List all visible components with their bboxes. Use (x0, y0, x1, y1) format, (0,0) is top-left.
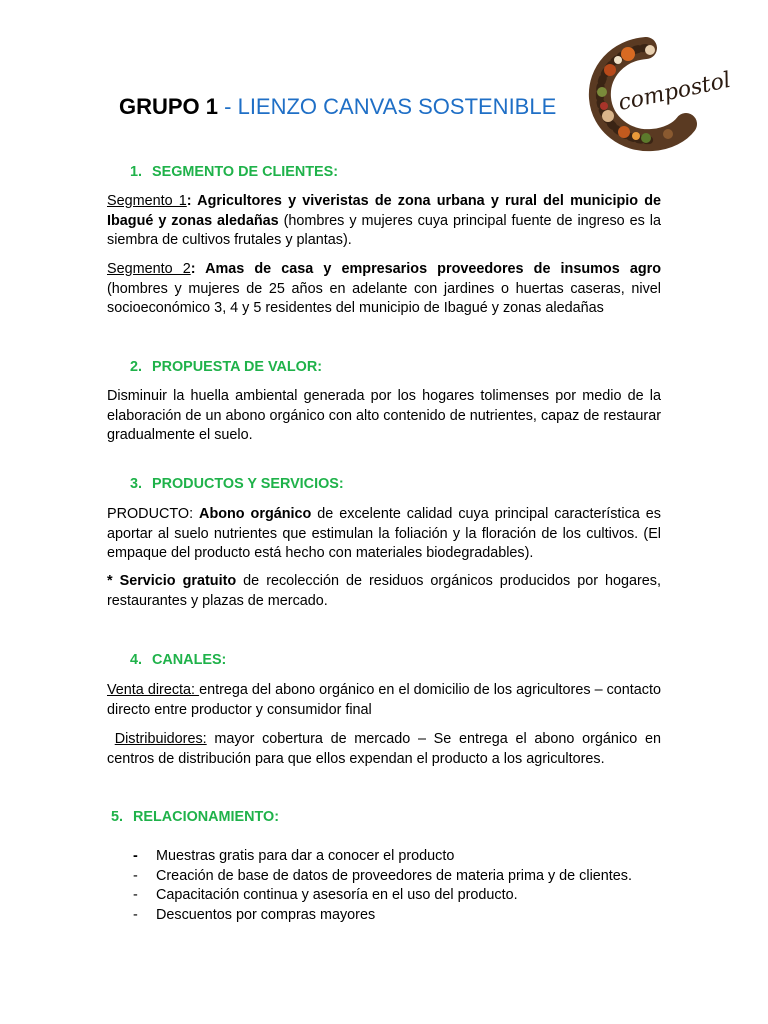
product-paragraph (107, 505, 661, 564)
section-4-number: 4. (130, 652, 143, 668)
list-item (107, 847, 667, 867)
compost-wreath-logo-icon (588, 40, 734, 148)
list-item (107, 906, 667, 926)
list-item (107, 867, 667, 887)
section-2-heading (130, 359, 322, 375)
list-bullet: - (133, 906, 138, 923)
section-2-number: 2. (130, 359, 143, 375)
product-name: Abono orgánico (199, 506, 312, 522)
channel-direct-text: entrega del abono orgánico en el domicilio de los agricultores – contacto directo entre productor y consumidor final (107, 682, 661, 718)
list-item-text: Descuentos por compras mayores (156, 906, 376, 923)
service-paragraph (107, 572, 661, 611)
channel-distributors-label: Distribuidores: (114, 731, 207, 747)
list-item-text: Capacitación continua y asesoría en el uso del producto. (156, 887, 518, 903)
section-4-title: CANALES: (152, 652, 227, 668)
section-3-number: 3. (130, 476, 143, 492)
page-title (119, 94, 556, 120)
channel-distributors-text: mayor cobertura de mercado – Se entrega el abono orgánico en centros de distribución para que ellos expendan el producto a los agricultores. (107, 731, 661, 767)
list-item-text: Creación de base de datos de proveedores de materia prima y de clientes. (156, 867, 632, 884)
channel-distributors-paragraph (107, 730, 661, 769)
value-proposition-paragraph: Disminuir la huella ambiental generada por los hogares tolimenses por medio de la elaboración de un abono orgánico con alto contenido de nutrientes, capaz de restaurar gradualmente el suelo. (107, 388, 661, 443)
list-item-text: Muestras gratis para dar a conocer el producto (156, 848, 455, 864)
list-item (107, 886, 667, 906)
product-label: PRODUCTO: (107, 506, 200, 522)
title-sub: - LIENZO CANVAS SOSTENIBLE (218, 94, 557, 119)
section-2-title: PROPUESTA DE VALOR: (152, 359, 323, 375)
segment-2-bold: : Amas de casa y empresarios proveedores de insumos agro (190, 261, 662, 277)
section-1-heading (130, 164, 338, 180)
section-1-number: 1. (130, 164, 143, 180)
channel-direct-label: Venta directa: (107, 682, 200, 698)
segment-2-label: Segmento 2 (107, 261, 191, 277)
relationship-list (107, 847, 667, 925)
logo-text: compostol (616, 67, 734, 117)
segment-2-text: (hombres y mujeres de 25 años en adelante con jardines o huertas caseras, nivel socioeconómico 3, 4 y 5 residentes del municipio de Ibagué y zonas aledañas (107, 280, 661, 316)
section-5-title: RELACIONAMIENTO: (133, 809, 280, 825)
segment-2-paragraph (107, 260, 661, 319)
list-bullet: - (133, 848, 138, 864)
service-text: de recolección de residuos orgánicos producidos por hogares, restaurantes y plazas de mercado. (107, 573, 662, 609)
section-5-heading (111, 809, 279, 825)
segment-1-paragraph (107, 192, 661, 251)
segment-1-bold: : Agricultores y viveristas de zona urbana y rural del municipio de Ibagué y zonas aledañas (107, 193, 661, 229)
segment-1-label: Segmento 1 (107, 193, 187, 209)
section-5-number: 5. (111, 809, 124, 825)
section-1-title: SEGMENTO DE CLIENTES: (152, 164, 339, 180)
section-4-heading (130, 652, 226, 668)
channel-direct-paragraph (107, 681, 661, 720)
service-name: * Servicio gratuito (107, 573, 237, 589)
product-text: de excelente calidad cuya principal característica es aportar al suelo nutrientes que estimulan la foliación y la floración de los cultivos. (El empaque del producto está hecho con materiales biodegradables). (107, 506, 661, 561)
section-3-title: PRODUCTOS Y SERVICIOS: (152, 476, 344, 492)
section-3-heading (130, 476, 344, 492)
segment-1-text: (hombres y mujeres cuya principal fuente de ingreso es la siembra de cultivos frutales y plantas). (107, 212, 661, 248)
list-bullet: - (133, 867, 138, 884)
list-bullet: - (133, 887, 138, 903)
title-main: GRUPO 1 (119, 94, 219, 119)
